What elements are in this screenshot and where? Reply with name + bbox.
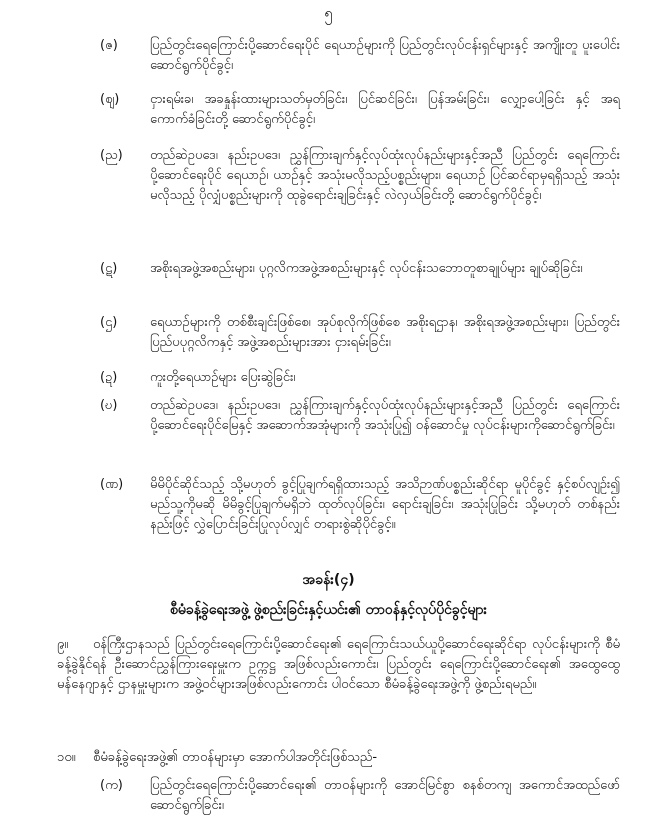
- item-text: ပြည်တွင်းရေကြောင်းပို့ဆောင်ရေးပိုင် ရေယာဉ်များကို ပြည်တွင်းလုပ်ငန်းရှင်များနှင့် အကျိုးတူ ပူးပေါင်းဆောင်ရွက်ပိုင်ခွင့်၊: [150, 38, 620, 73]
- item-text: ကူးတို့ရေယာဉ်များ ပြေးဆွဲခြင်း၊: [150, 370, 296, 385]
- item-text: မိမိပိုင်ဆိုင်သည့် သို့မဟုတ် ခွင့်ပြုချက်ရရှိထားသည့် အသိဉာဏ်ပစ္စည်းဆိုင်ရာ မူပိုင်ခွင့် နှင့်စပ်လျဉ်း၍ မည်သူ့ကိုမဆို မိမိခွင့်ပြုချက်မရှိဘဲ ထုတ်လုပ်ခြင်း၊ ရောင်းချခြင်း၊ အသုံးပြုခြင်း သို့မဟုတ် တစ်နည်းနည်းဖြင့် လွှဲပြောင်းခြင်းပြုလုပ်လျှင် တရားစွဲဆိုပိုင်ခွင့်။: [150, 477, 620, 532]
- item-text: ငှားရမ်းခ၊ အခနှုန်းထားများသတ်မှတ်ခြင်း၊ ပြင်ဆင်ခြင်း၊ ပြန်အမ်းခြင်း၊ လျှော့ပေါ့ခြင်း နှင့် အရကောက်ခံခြင်းတို့ ဆောင်ရွက်ပိုင်ခွင့်၊: [150, 92, 620, 127]
- item-number: (ဈ): [100, 92, 120, 107]
- section-number: ၁၀။: [57, 750, 76, 765]
- item-number: (ဇ): [100, 38, 118, 53]
- list-item: [100, 90, 620, 130]
- list-item: [100, 259, 620, 279]
- list-item: [100, 475, 620, 535]
- list-item: [100, 776, 620, 816]
- item-text: တည်ဆဲဥပဒေ၊ နည်းဥပဒေ၊ ညွှန်ကြားချက်နှင့်လုပ်ထုံးလုပ်နည်းများနှင့်အညီ ပြည်တွင်း ရေကြောင်းပို့ဆောင်ရေးပိုင် ရေယာဉ်၊ ယာဉ်နှင့် အသုံးမလိုသည့်ပစ္စည်းများ၊ ရေယာဉ် ပြင်ဆင်ရာမှရရှိသည့် အသုံးမလိုသည့် ပိုလျှံပစ္စည်းများကို ထုခွဲရောင်းချခြင်းနှင့် လဲလှယ်ခြင်းတို့ ဆောင်ရွက်ပိုင်ခွင့်၊: [150, 148, 620, 203]
- item-number: (ည): [100, 148, 123, 163]
- item-text: အစိုးရအဖွဲ့အစည်းများ၊ ပုဂ္ဂလိကအဖွဲ့အစည်းများနှင့် လုပ်ငန်းသဘောတူစာချုပ်များ ချုပ်ဆိုခြင်း၊: [150, 261, 583, 276]
- item-text: ပြည်တွင်းရေကြောင်းပို့ဆောင်ရေး၏ တာဝန်များကို အောင်မြင်စွာ စနစ်တကျ အကောင်အထည်ဖော်ဆောင်ရွက်ခြင်း၊: [150, 778, 620, 813]
- section-number: ၉။: [57, 637, 69, 652]
- item-number: (က): [100, 778, 123, 793]
- item-text: ရေယာဉ်များကို တစ်စီးချင်းဖြစ်စေ၊ အုပ်စုလိုက်ဖြစ်စေ အစိုးရဌာန၊ အစိုးရအဖွဲ့အစည်းများ၊ ပြည်တွင်းပြည်ပပုဂ္ဂလိကနှင့် အဖွဲ့အစည်းများအား ငှားရမ်းခြင်း၊: [150, 315, 620, 350]
- section-text: ဝန်ကြီးဌာနသည် ပြည်တွင်းရေကြောင်းပို့ဆောင်ရေး၏ ရေကြောင်းသယ်ယူပို့ဆောင်ရေးဆိုင်ရာ လုပ်ငန်းများကို စီမံခန့်ခွဲနိုင်ရန် ဦးဆောင်ညွှန်ကြားရေးမှူးက ဥက္ကဋ္ဌ အဖြစ်လည်းကောင်း၊ ပြည်တွင်း ရေကြောင်းပို့ဆောင်ရေး၏ အထွေထွေမန်နေဂျာနှင့် ဌာနမှူးများက အဖွဲ့ဝင်များအဖြစ်လည်းကောင်း ပါဝင်သော စီမံခန့်ခွဲရေးအဖွဲ့ကို ဖွဲ့စည်းရမည်။: [57, 637, 620, 692]
- list-item: [100, 396, 620, 436]
- list-item: [100, 146, 620, 206]
- list-item: [100, 313, 620, 353]
- item-number: (ဎ): [100, 398, 118, 413]
- item-number: (ဏ): [100, 477, 124, 492]
- item-number: (ဌ): [100, 315, 118, 330]
- list-item: [100, 36, 620, 76]
- page-number: ၅: [324, 4, 333, 22]
- item-number: (ဋ): [100, 261, 118, 276]
- chapter-title: စီမံခန့်ခွဲရေးအဖွဲ့ ဖွဲ့စည်းခြင်းနှင့်ယင်း၏ တာဝန်နှင့်လုပ်ပိုင်ခွင့်များ: [169, 602, 488, 618]
- section-10: [57, 748, 620, 768]
- item-text: တည်ဆဲဥပဒေ၊ နည်းဥပဒေ၊ ညွှန်ကြားချက်နှင့်လုပ်ထုံးလုပ်နည်းများနှင့်အညီ ပြည်တွင်း ရေကြောင်းပို့ဆောင်ရေးပိုင်မြေနှင့် အဆောက်အအုံများကို အသုံးပြု၍ ဝန်ဆောင်မှု လုပ်ငန်းများကိုဆောင်ရွက်ခြင်း၊: [150, 398, 620, 433]
- section-text: စီမံခန့်ခွဲရေးအဖွဲ့၏ တာဝန်များမှာ အောက်ပါအတိုင်းဖြစ်သည်-: [93, 750, 378, 765]
- section-9: [57, 635, 620, 695]
- chapter-number: အခန်း(၄): [302, 572, 355, 588]
- list-item: [100, 368, 620, 388]
- item-number: (ဍ): [100, 370, 118, 385]
